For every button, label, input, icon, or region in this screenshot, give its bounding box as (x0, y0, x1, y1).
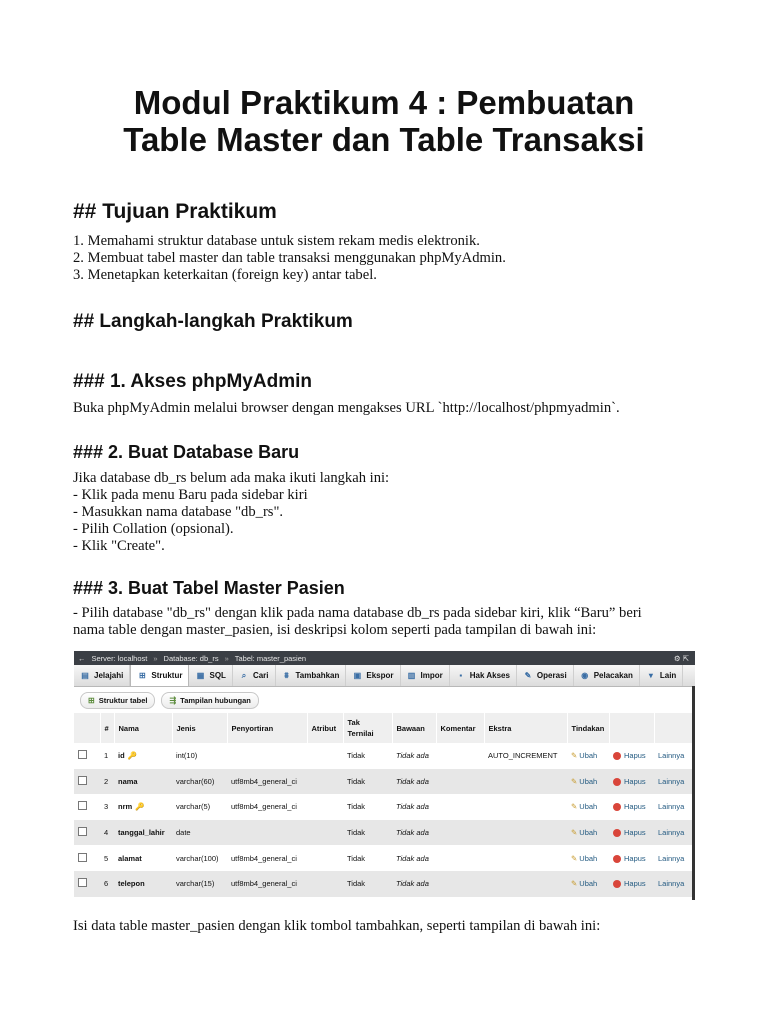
import-icon: ▥ (407, 670, 416, 680)
breadcrumb-database[interactable]: Database: db_rs (163, 653, 219, 663)
breadcrumb-server[interactable]: Server: localhost (91, 653, 148, 663)
header-jenis: Jenis (172, 713, 227, 743)
cell-ekstra (484, 845, 567, 871)
row-checkbox[interactable] (78, 827, 87, 836)
lainnya-link[interactable]: Lainnya (658, 879, 685, 889)
row-checkbox[interactable] (78, 878, 87, 887)
cell-komentar (436, 845, 484, 871)
cell-nama (114, 820, 172, 846)
header-blank (654, 713, 695, 743)
table-header-row (74, 713, 695, 743)
cell-tak-ternilai: Tidak (343, 769, 392, 795)
header-tindakan: Tindakan (567, 713, 609, 743)
hapus-link[interactable]: Hapus (624, 828, 646, 838)
cell-lainnya (654, 871, 695, 897)
table-row (74, 871, 695, 897)
breadcrumb-table[interactable]: Tabel: master_pasien (234, 653, 307, 663)
tab-label: Hak Akses (469, 671, 510, 680)
cell-lainnya (654, 820, 695, 846)
hapus-link[interactable]: Hapus (624, 802, 646, 812)
column-name[interactable]: telepon (118, 879, 145, 889)
cell-ubah (567, 871, 609, 897)
cell-ubah (567, 769, 609, 795)
ubah-link[interactable]: Ubah (579, 802, 598, 812)
lainnya-link[interactable]: Lainnya (658, 828, 685, 838)
header-tak-ternilai: Tak Ternilai (343, 713, 392, 743)
subtab-tampilan-hubungan[interactable] (161, 692, 258, 709)
hapus-link[interactable]: Hapus (624, 879, 646, 889)
heading-langkah: ## Langkah-langkah Praktikum (73, 311, 353, 332)
cell-bawaan: Tidak ada (392, 743, 436, 769)
cell-tak-ternilai: Tidak (343, 871, 392, 897)
column-name[interactable]: nrm (118, 802, 133, 812)
cell-tak-ternilai: Tidak (343, 743, 392, 769)
tab-label: Struktur (151, 671, 183, 680)
cell-bawaan: Tidak ada (392, 794, 436, 820)
header-ekstra: Ekstra (484, 713, 567, 743)
cell-atribut (307, 820, 343, 846)
row-checkbox[interactable] (78, 853, 87, 862)
cell-ekstra (484, 794, 567, 820)
relation-icon: ⇶ (169, 695, 177, 705)
tab-pelacakan[interactable] (574, 665, 640, 686)
header-atribut: Atribut (307, 713, 343, 743)
privileges-icon: ▪ (459, 670, 463, 680)
tab-label: Jelajahi (94, 671, 124, 680)
table-structure-icon: ⊞ (88, 695, 95, 705)
cell-penyortiran: utf8mb4_general_ci (227, 845, 307, 871)
cell-ekstra (484, 769, 567, 795)
header-bawaan: Bawaan (392, 713, 436, 743)
pencil-icon: ✎ (571, 879, 578, 889)
tab-bar (74, 665, 695, 687)
scrollbar[interactable] (692, 686, 695, 900)
back-arrow-icon[interactable]: ← (78, 653, 86, 663)
cell-no: 2 (100, 769, 114, 795)
tab-hak-akses[interactable] (450, 665, 517, 686)
ubah-link[interactable]: Ubah (579, 853, 598, 863)
index-key-icon: 🔑 (135, 802, 145, 812)
tab-label: Ekspor (366, 671, 394, 680)
cell-penyortiran (227, 743, 307, 769)
pencil-icon: ✎ (571, 853, 578, 863)
cell-jenis: varchar(15) (172, 871, 227, 897)
step-2-line: - Pilih Collation (opsional). (73, 521, 234, 537)
cell-hapus (609, 820, 654, 846)
search-icon: ⌕ (241, 670, 247, 680)
subtab-label: Struktur tabel (98, 695, 148, 705)
cell-atribut (307, 769, 343, 795)
title-line-2: Table Master dan Table Transaksi (123, 121, 645, 158)
cell-komentar (436, 794, 484, 820)
header-select (74, 713, 100, 743)
row-select-cell (74, 820, 100, 846)
cell-bawaan: Tidak ada (392, 845, 436, 871)
delete-icon (613, 855, 621, 863)
page-title (60, 84, 708, 158)
cell-hapus (609, 743, 654, 769)
ubah-link[interactable]: Ubah (579, 828, 598, 838)
tab-cari[interactable] (233, 665, 276, 686)
cell-tak-ternilai: Tidak (343, 794, 392, 820)
subtab-struktur-tabel[interactable] (80, 692, 155, 709)
tab-label: Lain (659, 671, 677, 680)
heading-step-1: ### 1. Akses phpMyAdmin (73, 371, 312, 392)
table-row (74, 820, 695, 846)
cell-hapus (609, 871, 654, 897)
cell-nama (114, 845, 172, 871)
lainnya-link[interactable]: Lainnya (658, 853, 685, 863)
sql-icon: ▦ (196, 670, 205, 680)
hapus-link[interactable]: Hapus (624, 751, 646, 761)
tab-sql[interactable] (189, 665, 232, 686)
cell-ekstra (484, 820, 567, 846)
lainnya-link[interactable]: Lainnya (658, 751, 685, 761)
phpmyadmin-screenshot (74, 651, 695, 900)
cell-penyortiran: utf8mb4_general_ci (227, 769, 307, 795)
cell-komentar (436, 820, 484, 846)
cell-atribut (307, 743, 343, 769)
cell-hapus (609, 794, 654, 820)
cell-komentar (436, 769, 484, 795)
cell-jenis: varchar(5) (172, 794, 227, 820)
cell-penyortiran (227, 820, 307, 846)
row-checkbox[interactable] (78, 801, 87, 810)
row-select-cell (74, 794, 100, 820)
step-3-line: nama table dengan master_pasien, isi deskripsi kolom seperti pada tampilan di bawah ini: (73, 622, 597, 638)
cell-no: 6 (100, 871, 114, 897)
cell-hapus (609, 845, 654, 871)
insert-icon: ⩩ (284, 670, 289, 680)
tab-operasi[interactable] (517, 665, 574, 686)
column-name[interactable]: id (118, 751, 125, 761)
column-name[interactable]: tanggal_lahir (118, 828, 165, 838)
cell-tak-ternilai: Tidak (343, 820, 392, 846)
pencil-icon: ✎ (571, 776, 578, 786)
tab-label: Impor (420, 671, 443, 680)
delete-icon (613, 752, 621, 760)
cell-no: 4 (100, 820, 114, 846)
ubah-link[interactable]: Ubah (579, 751, 598, 761)
step-3-text (73, 605, 693, 639)
heading-step-2: ### 2. Buat Database Baru (73, 442, 300, 462)
cell-ekstra (484, 871, 567, 897)
cell-ubah (567, 845, 609, 871)
header-no: # (100, 713, 114, 743)
cell-atribut (307, 845, 343, 871)
cell-no: 1 (100, 743, 114, 769)
row-checkbox[interactable] (78, 750, 87, 759)
tujuan-item: 1. Memahami struktur database untuk sistem rekam medis elektronik. (73, 233, 480, 249)
pencil-icon: ✎ (571, 751, 578, 761)
tujuan-item: 3. Menetapkan keterkaitan (foreign key) antar tabel. (73, 267, 377, 283)
breadcrumb-separator: » (224, 653, 229, 663)
step-1-text: Buka phpMyAdmin melalui browser dengan mengakses URL `http://localhost/phpmyadmin`. (73, 400, 620, 416)
tab-lain[interactable] (640, 665, 683, 686)
subtab-bar (74, 687, 695, 713)
hapus-link[interactable]: Hapus (624, 853, 646, 863)
row-checkbox[interactable] (78, 776, 87, 785)
browse-icon: ▤ (81, 670, 89, 680)
step-3-line: - Pilih database "db_rs" dengan klik pada nama database db_rs pada sidebar kiri, klik “Baru” beri (73, 605, 642, 621)
cell-jenis: int(10) (172, 743, 227, 769)
cell-jenis: date (172, 820, 227, 846)
title-line-1: Modul Praktikum 4 : Pembuatan (133, 84, 635, 121)
cell-nama (114, 769, 172, 795)
tujuan-item: 2. Membuat tabel master dan table transaksi menggunakan phpMyAdmin. (73, 250, 506, 266)
breadcrumb (74, 651, 695, 665)
tab-label: Tambahkan (295, 671, 340, 680)
closing-text: Isi data table master_pasien dengan klik tombol tambahkan, seperti tampilan di bawah ini: (73, 918, 601, 934)
cell-ubah (567, 820, 609, 846)
delete-icon (613, 829, 621, 837)
cell-ubah (567, 743, 609, 769)
cell-komentar (436, 871, 484, 897)
column-name[interactable]: alamat (118, 853, 142, 863)
cell-jenis: varchar(100) (172, 845, 227, 871)
table-row (74, 743, 695, 769)
subtab-label: Tampilan hubungan (180, 695, 251, 705)
lainnya-link[interactable]: Lainnya (658, 776, 685, 786)
cell-lainnya (654, 743, 695, 769)
cell-tak-ternilai: Tidak (343, 845, 392, 871)
header-nama: Nama (114, 713, 172, 743)
step-2-line: - Klik "Create". (73, 538, 165, 554)
tracking-icon: ◉ (581, 670, 589, 680)
cell-bawaan: Tidak ada (392, 769, 436, 795)
cell-bawaan: Tidak ada (392, 871, 436, 897)
row-select-cell (74, 871, 100, 897)
export-icon: ▣ (353, 670, 362, 680)
more-icon: ▾ (648, 670, 653, 680)
cell-komentar (436, 743, 484, 769)
cell-lainnya (654, 769, 695, 795)
tab-label: Pelacakan (593, 671, 633, 680)
header-komentar: Komentar (436, 713, 484, 743)
cell-penyortiran: utf8mb4_general_ci (227, 871, 307, 897)
delete-icon (613, 778, 621, 786)
table-row (74, 794, 695, 820)
primary-key-icon: 🔑 (127, 751, 138, 761)
cell-ubah (567, 794, 609, 820)
ubah-link[interactable]: Ubah (579, 879, 598, 889)
cell-no: 5 (100, 845, 114, 871)
heading-tujuan: ## Tujuan Praktikum (73, 200, 277, 223)
cell-lainnya (654, 794, 695, 820)
cell-ekstra: AUTO_INCREMENT (484, 743, 567, 769)
step-2-line: Jika database db_rs belum ada maka ikuti langkah ini: (73, 470, 390, 486)
step-2-line: - Klik pada menu Baru pada sidebar kiri (73, 487, 308, 503)
cell-bawaan: Tidak ada (392, 820, 436, 846)
delete-icon (613, 880, 621, 888)
breadcrumb-separator: » (153, 653, 158, 663)
delete-icon (613, 803, 621, 811)
tab-jelajahi[interactable] (74, 665, 130, 686)
tujuan-list (73, 233, 693, 284)
tab-label: Cari (252, 671, 269, 680)
cell-no: 3 (100, 794, 114, 820)
pencil-icon: ✎ (571, 802, 578, 812)
cell-hapus (609, 769, 654, 795)
row-select-cell (74, 769, 100, 795)
header-penyortiran: Penyortiran (227, 713, 307, 743)
cell-lainnya (654, 845, 695, 871)
cell-atribut (307, 794, 343, 820)
pencil-icon: ✎ (571, 828, 578, 838)
step-2-line: - Masukkan nama database "db_rs". (73, 504, 284, 520)
tab-label: Operasi (536, 671, 567, 680)
table-row (74, 845, 695, 871)
cell-nama (114, 871, 172, 897)
cell-nama (114, 743, 172, 769)
table-row (74, 769, 695, 795)
tab-tambahkan[interactable] (276, 665, 347, 686)
cell-jenis: varchar(60) (172, 769, 227, 795)
cell-atribut (307, 871, 343, 897)
ubah-link[interactable]: Ubah (579, 776, 598, 786)
tab-impor[interactable] (401, 665, 450, 686)
gear-icon[interactable]: ⚙ ⇱ (673, 653, 689, 663)
step-2-text (73, 470, 693, 555)
header-blank (609, 713, 654, 743)
tab-label: SQL (209, 671, 226, 680)
cell-nama (114, 794, 172, 820)
lainnya-link[interactable]: Lainnya (658, 802, 685, 812)
tab-ekspor[interactable] (346, 665, 400, 686)
row-select-cell (74, 845, 100, 871)
hapus-link[interactable]: Hapus (624, 776, 646, 786)
cell-penyortiran: utf8mb4_general_ci (227, 794, 307, 820)
operations-icon: ✎ (524, 670, 532, 680)
column-name[interactable]: nama (118, 776, 138, 786)
tab-struktur[interactable] (130, 665, 189, 686)
structure-table (74, 713, 695, 897)
structure-icon: ⊞ (139, 670, 146, 680)
row-select-cell (74, 743, 100, 769)
heading-step-3: ### 3. Buat Tabel Master Pasien (73, 578, 345, 598)
